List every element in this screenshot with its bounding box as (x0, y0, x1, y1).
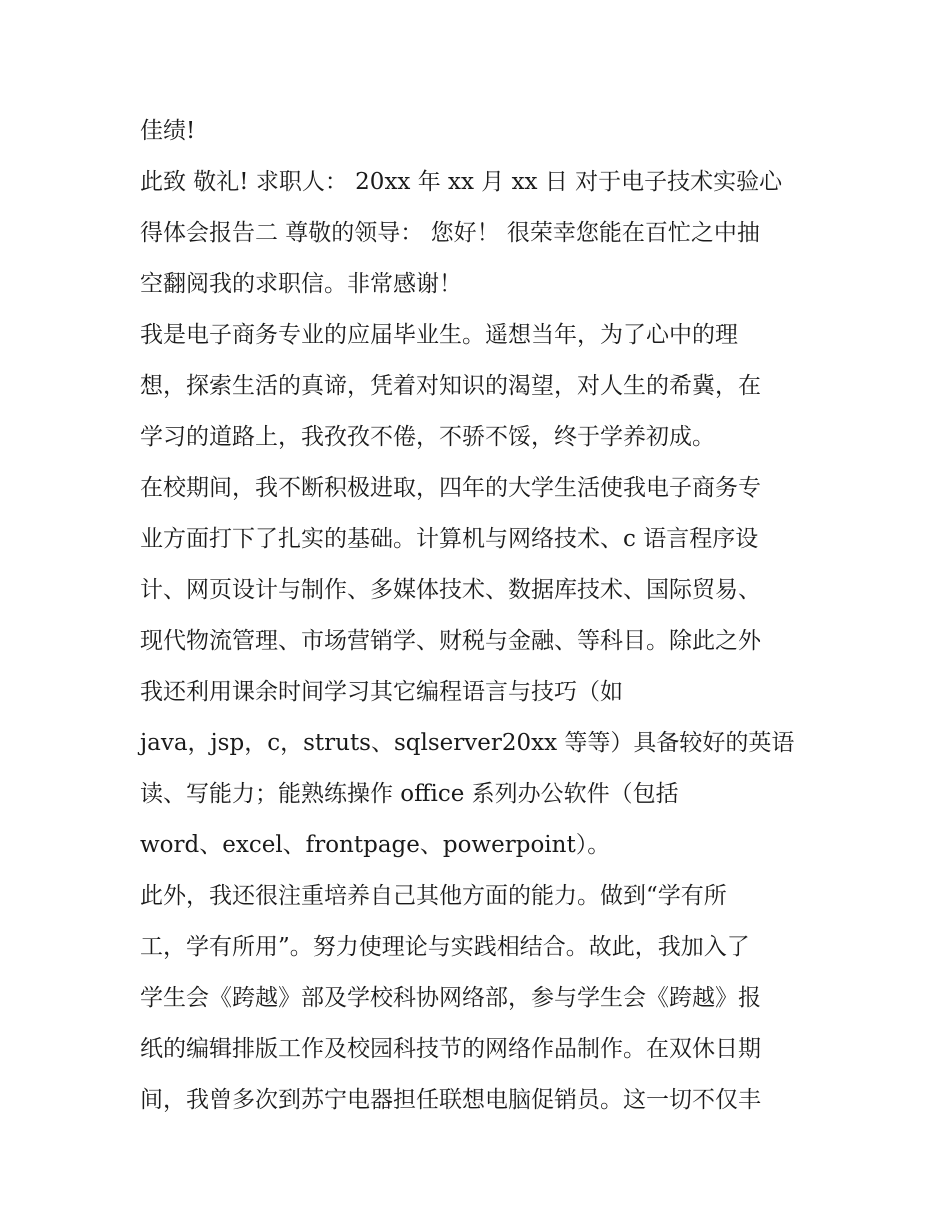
text-line-18: 学生会《跨越》部及学校科协网络部，参与学生会《跨越》报 (140, 985, 761, 1011)
text-line-7: 学习的道路上，我孜孜不倦，不骄不馁，终于学养初成。 (140, 424, 715, 450)
text-line-13: java，jsp，c，struts、sqlserver20xx 等等）具备较好的英语 (140, 730, 795, 756)
text-line-17: 工，学有所用”。努力使理论与实践相结合。故此，我加入了 (140, 934, 750, 960)
text-line-19: 纸的编辑排版工作及校园科技节的网络作品制作。在双休日期 (140, 1036, 761, 1062)
text-line-16: 此外，我还很注重培养自己其他方面的能力。做到“学有所 (140, 883, 727, 909)
text-line-8: 在校期间，我不断积极进取，四年的大学生活使我电子商务专 (140, 475, 761, 501)
text-line-11: 现代物流管理、市场营销学、财税与金融、等科目。除此之外 (140, 628, 761, 654)
text-line-1: 佳绩! (140, 118, 196, 144)
text-line-5: 我是电子商务专业的应届毕业生。遥想当年，为了心中的理 (140, 322, 738, 348)
text-line-3: 得体会报告二 尊敬的领导： 您好！ 很荣幸您能在百忙之中抽 (140, 220, 760, 246)
text-line-4: 空翻阅我的求职信。非常感谢！ (140, 271, 462, 297)
text-line-12: 我还利用课余时间学习其它编程语言与技巧（如 (140, 679, 623, 705)
text-line-20: 间，我曾多次到苏宁电器担任联想电脑促销员。这一切不仅丰 (140, 1087, 761, 1113)
text-line-15: word、excel、frontpage、powerpoint）。 (140, 832, 611, 858)
text-line-10: 计、网页设计与制作、多媒体技术、数据库技术、国际贸易、 (140, 577, 761, 603)
text-line-6: 想，探索生活的真谛，凭着对知识的渴望，对人生的希冀，在 (140, 373, 761, 399)
body-text (140, 106, 830, 1126)
text-line-14: 读、写能力；能熟练操作 office 系列办公软件（包括 (140, 781, 679, 807)
text-line-9: 业方面打下了扎实的基础。计算机与网络技术、c 语言程序设 (140, 526, 759, 552)
text-line-2: 此致 敬礼! 求职人： 20xx 年 xx 月 xx 日 对于电子技术实验心 (140, 169, 783, 195)
